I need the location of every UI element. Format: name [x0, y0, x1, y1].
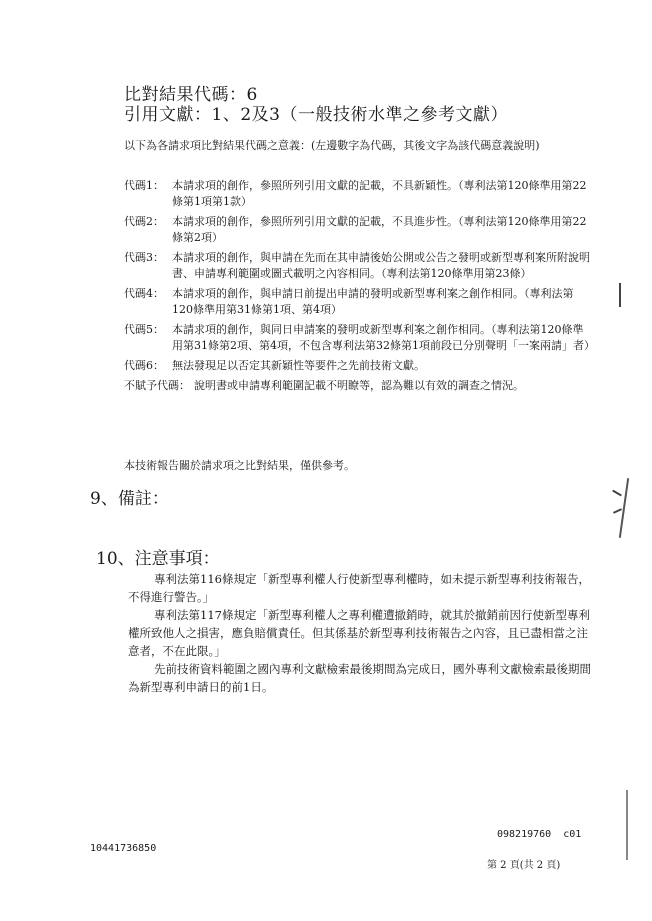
code-text: 無法發現足以否定其新穎性等要件之先前技術文獻。	[172, 359, 425, 372]
code-item-5	[124, 322, 594, 354]
code-item-none	[124, 378, 594, 394]
cited-docs-line: 引用文獻：1、2及3（一般技術水準之參考文獻）	[124, 105, 508, 125]
section-9-title: 9、備註：	[90, 489, 169, 509]
scan-artifact-line	[626, 790, 628, 860]
code-item-6	[124, 358, 594, 374]
footer-right-id: 098219760 c01	[497, 829, 582, 840]
code-text: 說明書或申請專利範圍記載不明瞭等，認為難以有效的調查之情況。	[194, 379, 524, 392]
code-text: 本請求項的創作，參照所列引用文獻的記載，不具新穎性。（專利法第120條準用第22條第1項第1款）	[172, 179, 587, 208]
code-label: 代碼3：	[124, 251, 164, 264]
code-text: 本請求項的創作，與申請日前提出申請的發明或新型專利案之創作相同。（專利法第120條準用第31條第1項、第4項）	[172, 287, 574, 316]
code-item-3	[124, 250, 594, 282]
code-item-1	[124, 178, 594, 210]
code-label: 代碼2：	[124, 215, 164, 228]
code-text: 本請求項的創作，參照所列引用文獻的記載，不具進步性。（專利法第120條準用第22條第2項）	[172, 215, 587, 244]
code-item-2	[124, 214, 594, 246]
codes-intro: 以下為各請求項比對結果代碼之意義：(左邊數字為代碼，其後文字為該代碼意義說明)	[124, 139, 540, 152]
notice-paragraph-2: 專利法第117條規定「新型專利權人之專利權遭撤銷時，就其於撤銷前因行使新型專利權所致他人之損害，應負賠償責任。但其係基於新型專利技術報告之內容，且已盡相當之注意者，不在此限。」	[128, 608, 590, 658]
scan-artifact-line	[619, 283, 621, 307]
code-label: 代碼4：	[124, 287, 164, 300]
page-number: 第 2 頁(共 2 頁)	[487, 860, 561, 871]
report-note: 本技術報告關於請求項之比對結果，僅供參考。	[124, 459, 355, 472]
footer-left-id: 10441736850	[90, 843, 157, 854]
result-code-line: 比對結果代碼：6	[124, 85, 258, 105]
scan-artifact-stroke	[612, 490, 622, 497]
section-10-title: 10、注意事項：	[96, 549, 220, 569]
code-label: 代碼1：	[124, 179, 164, 192]
code-text: 本請求項的創作，與同日申請案的發明或新型專利案之創作相同。（專利法第120條準用第31條第2項、第4項，不包含專利法第32條第1項前段已分別聲明「一案兩請」者）	[172, 323, 595, 352]
code-text: 本請求項的創作，與申請在先而在其申請後始公開或公告之發明或新型專利案所附說明書、申請專利範圍或圖式載明之內容相同。（專利法第120條準用第23條）	[172, 251, 590, 280]
code-label: 代碼5：	[124, 323, 164, 336]
code-item-4	[124, 286, 594, 318]
code-label: 不賦予代碼：	[124, 379, 190, 392]
code-list	[124, 178, 594, 398]
code-label: 代碼6：	[124, 359, 164, 372]
notice-paragraph-1: 專利法第116條規定「新型專利權人行使新型專利權時，如未提示新型專利技術報告，不得進行警告。」	[128, 572, 590, 604]
notice-paragraph-3: 先前技術資料範圍之國內專利文獻檢索最後期間為完成日，國外專利文獻檢索最後期間為新型專利申請日的前1日。	[128, 662, 591, 694]
scan-artifact-stroke	[613, 508, 622, 514]
